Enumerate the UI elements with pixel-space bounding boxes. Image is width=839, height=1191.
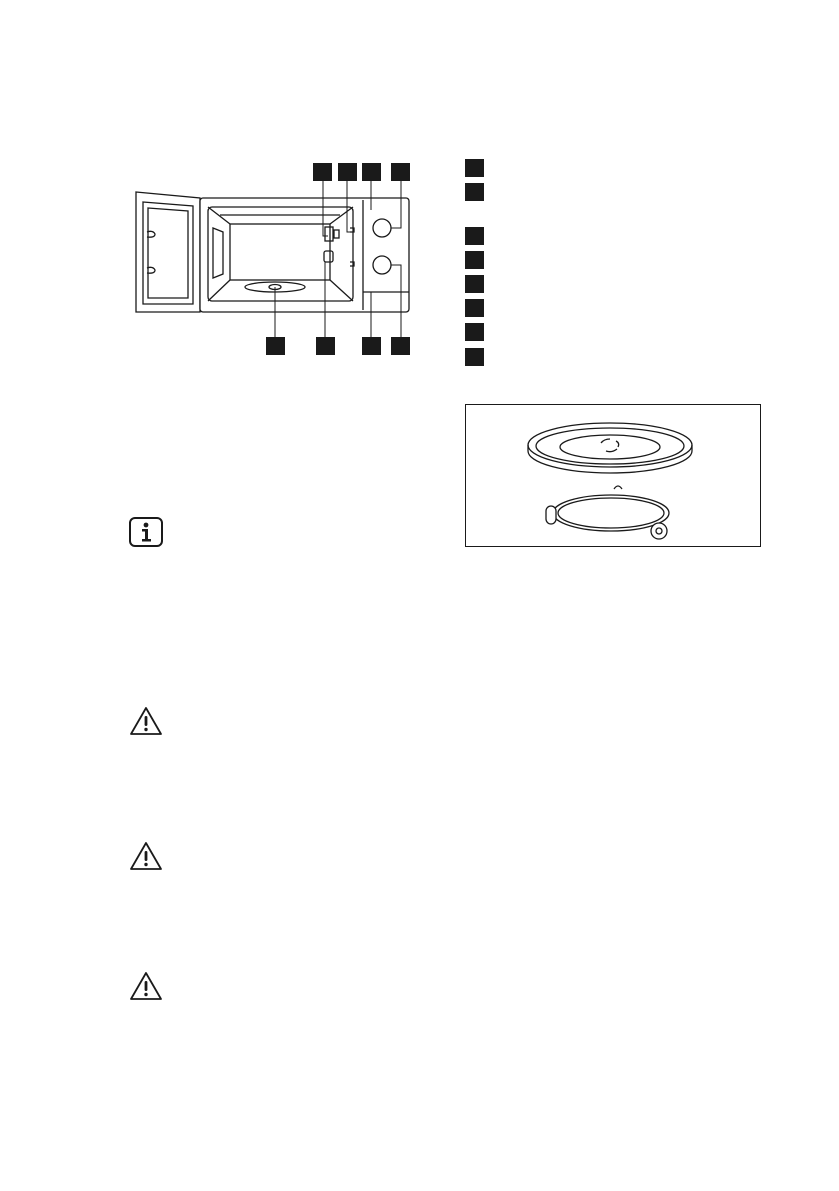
legend-number [465, 251, 484, 269]
legend-number [465, 348, 484, 366]
callout-top-4 [391, 163, 410, 181]
warning-notice-3 [128, 970, 164, 1007]
warning-icon [128, 970, 164, 1002]
microwave-diagram [120, 150, 420, 365]
warning-notice-1 [128, 705, 164, 742]
warning-icon [128, 705, 164, 737]
callout-top-3 [362, 163, 381, 181]
legend-number [465, 275, 484, 293]
warning-notice-2 [128, 840, 164, 877]
warning-icon [128, 840, 164, 872]
callout-bottom-1 [266, 337, 285, 355]
callout-bottom-4 [391, 337, 410, 355]
roller-ring [553, 495, 669, 531]
glass-tray [528, 423, 692, 467]
info-notice [128, 516, 164, 553]
turntable-illustration [465, 404, 761, 547]
legend-number [465, 299, 484, 317]
microwave-illustration [120, 150, 420, 365]
callout-bottom-3 [362, 337, 381, 355]
callout-bottom-2 [316, 337, 335, 355]
callout-top-1 [313, 163, 332, 181]
legend-number [465, 227, 484, 245]
legend-number [465, 159, 484, 177]
legend-number [465, 183, 484, 201]
glass-tray-and-roller-ring [466, 405, 760, 546]
legend-number [465, 323, 484, 341]
info-icon [128, 516, 164, 548]
callout-top-2 [338, 163, 357, 181]
